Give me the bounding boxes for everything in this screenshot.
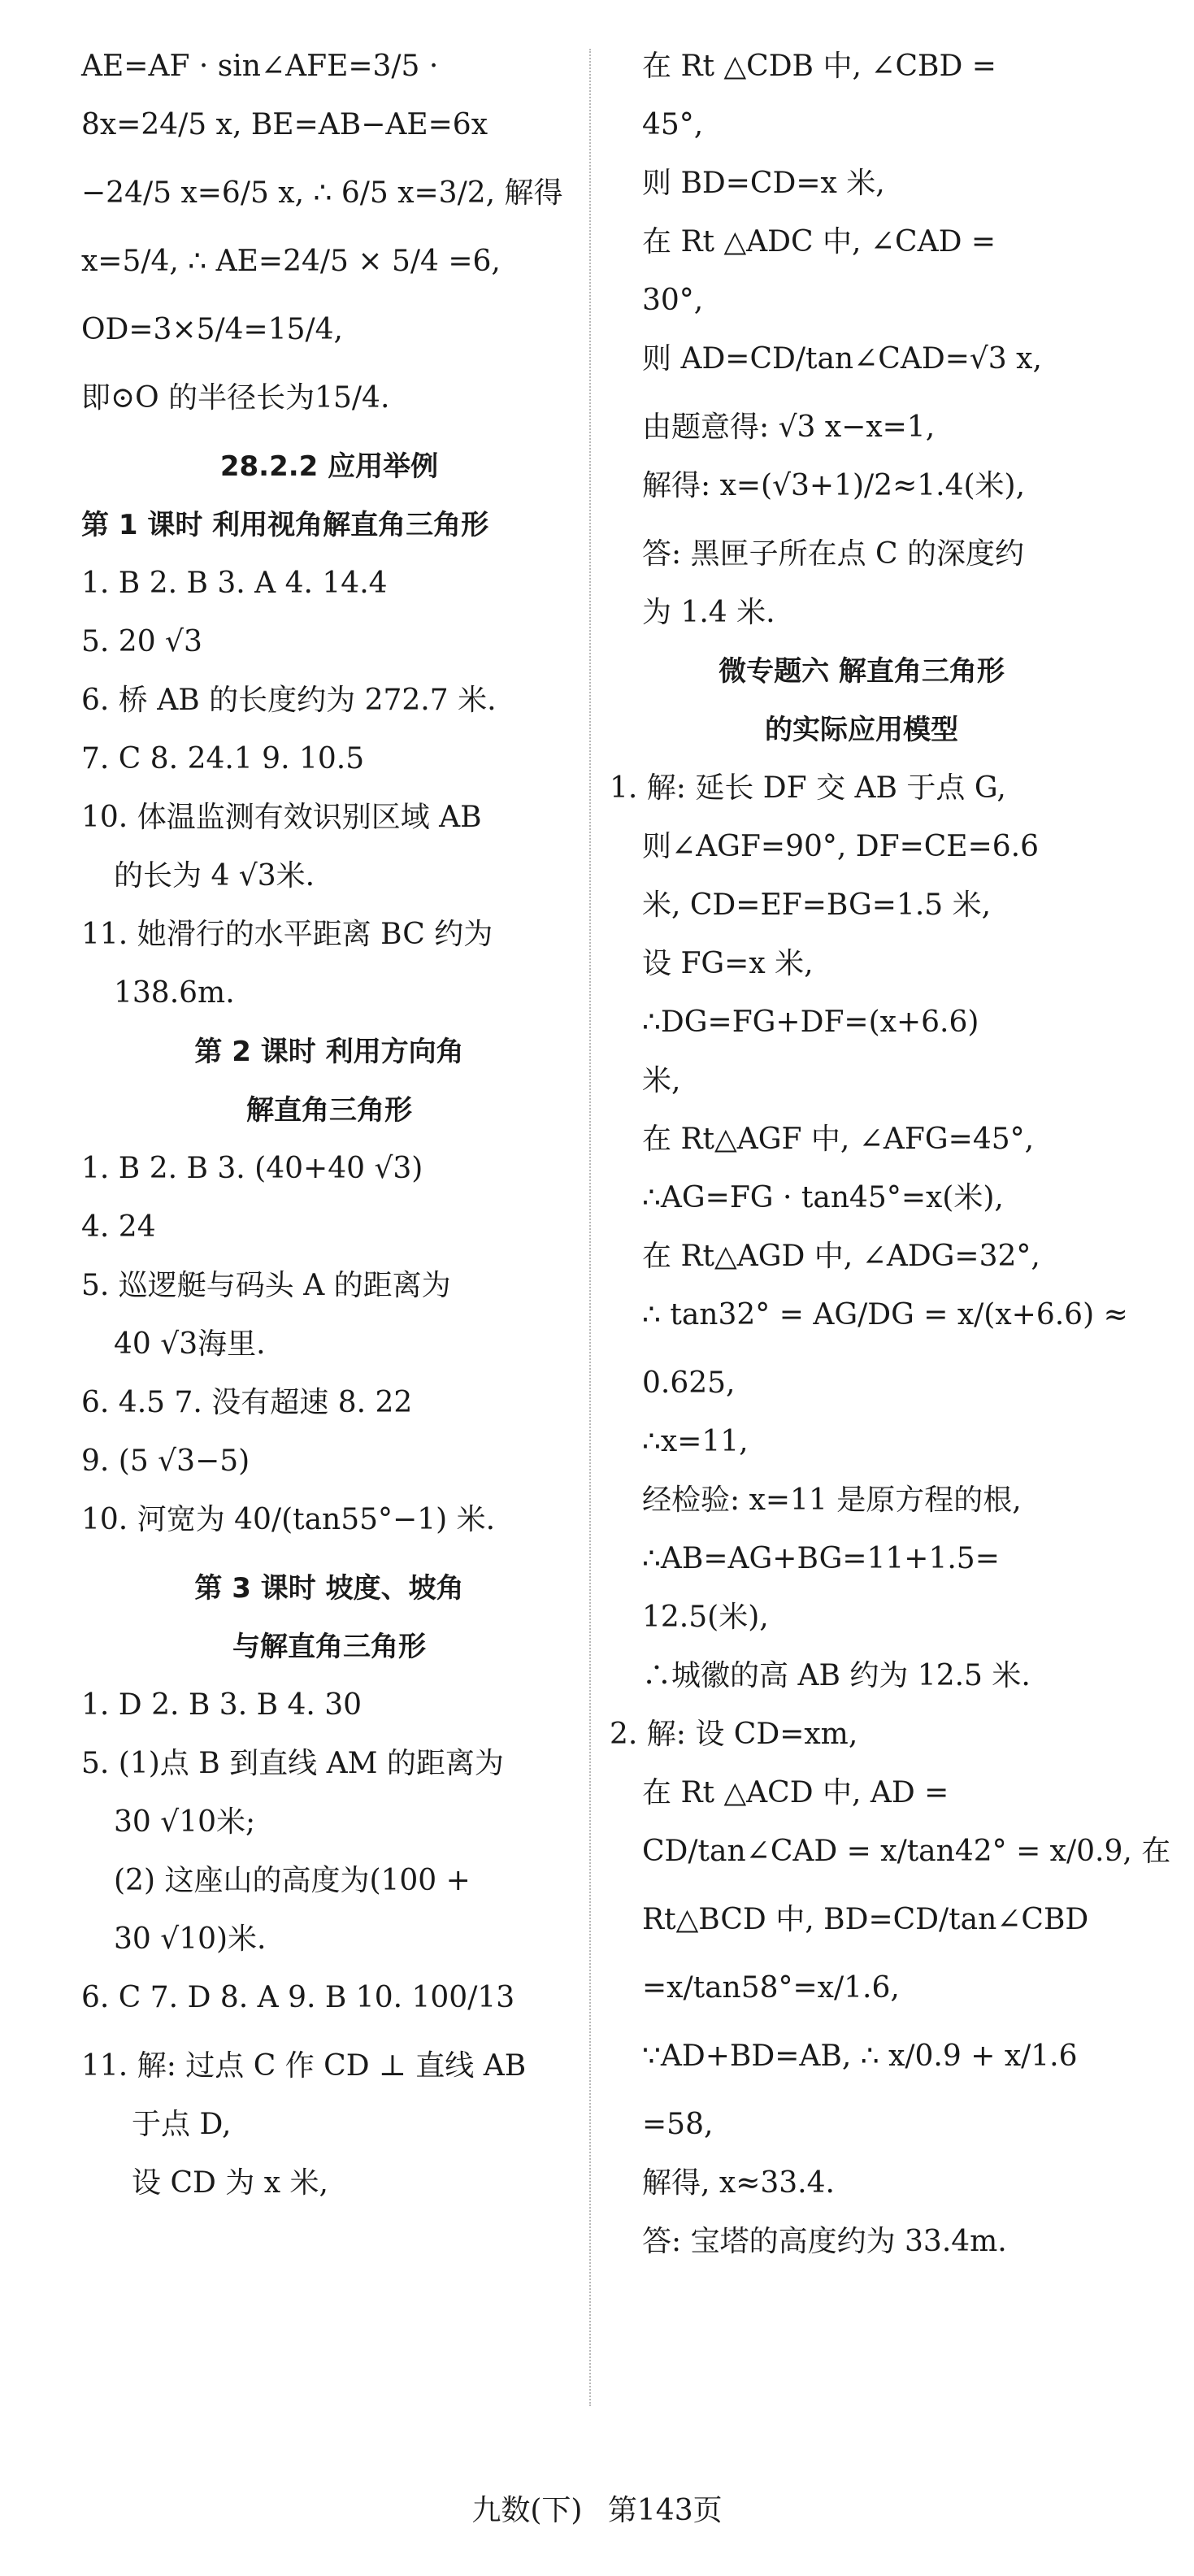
answer-line: 5. (1)点 B 到直线 AM 的距离为 [81, 1747, 504, 1780]
answer-line: 的长为 4 √3米. [114, 859, 315, 893]
column-divider [589, 49, 591, 2406]
text-line: −24/5 x=6/5 x, ∴ 6/5 x=3/2, 解得 [81, 176, 563, 210]
page-number: 第143页 [607, 2494, 723, 2527]
text-line: x=5/4, ∴ AE=24/5 × 5/4 =6, [81, 245, 501, 278]
text-line: 答: 宝塔的高度约为 33.4m. [642, 2225, 1007, 2258]
text-line: 则 AD=CD/tan∠CAD=√3 x, [642, 342, 1042, 376]
text-line: 则 BD=CD=x 米, [642, 167, 885, 200]
answer-line: 11. 她滑行的水平距离 BC 约为 [81, 918, 493, 951]
text-line: =x/tan58°=x/1.6, [642, 1971, 900, 2005]
text-line: 2. 解: 设 CD=xm, [610, 1718, 858, 1751]
lesson-heading: 第 2 课时 利用方向角 [194, 1036, 464, 1068]
answer-line: (2) 这座山的高度为(100 + [114, 1864, 471, 1897]
text-line: 即⊙O 的半径长为15/4. [81, 381, 390, 415]
text-line: 8x=24/5 x, BE=AB−AE=6x [81, 108, 488, 141]
answer-line: 5. 20 √3 [81, 625, 202, 658]
lesson-heading: 第 3 课时 坡度、坡角 [194, 1572, 464, 1605]
text-line: 30°, [642, 284, 704, 317]
answer-line: 30 √10)米. [114, 1922, 267, 1956]
text-line: 45°, [642, 108, 704, 141]
text-line: 米, [642, 1064, 681, 1097]
answer-line: 1. D 2. B 3. B 4. 30 [81, 1688, 363, 1722]
text-line: 解得, x≈33.4. [642, 2166, 835, 2200]
text-line: 米, CD=EF=BG=1.5 米, [642, 888, 992, 922]
text-line: ∴DG=FG+DF=(x+6.6) [642, 1006, 979, 1039]
text-line: 0.625, [642, 1366, 736, 1400]
text-line: Rt△BCD 中, BD=CD/tan∠CBD [642, 1903, 1089, 1936]
answer-line: 138.6m. [114, 976, 235, 1010]
text-line: 在 Rt△AGF 中, ∠AFG=45°, [642, 1123, 1035, 1156]
text-line: 在 Rt △ACD 中, AD = [642, 1776, 949, 1809]
text-line: ∴城徽的高 AB 约为 12.5 米. [642, 1659, 1031, 1692]
text-line: OD=3×5/4=15/4, [81, 313, 343, 346]
text-line: =58, [642, 2108, 714, 2141]
answer-line: 1. B 2. B 3. A 4. 14.4 [81, 567, 388, 600]
text-line: 在 Rt△AGD 中, ∠ADG=32°, [642, 1240, 1040, 1273]
text-line: 设 FG=x 米, [642, 947, 814, 980]
text-line: 为 1.4 米. [642, 596, 775, 629]
text-line: 1. 解: 延长 DF 交 AB 于点 G, [610, 771, 1006, 805]
answer-line: 7. C 8. 24.1 9. 10.5 [81, 742, 365, 775]
text-line: ∵AD+BD=AB, ∴ x/0.9 + x/1.6 [642, 2040, 1078, 2073]
text-line: 在 Rt △CDB 中, ∠CBD = [642, 50, 996, 83]
text-line: AE=AF · sin∠AFE=3/5 · [81, 50, 439, 83]
answer-line: 5. 巡逻艇与码头 A 的距离为 [81, 1269, 451, 1302]
answer-line: 9. (5 √3−5) [81, 1444, 250, 1478]
answer-line: 40 √3海里. [114, 1327, 266, 1361]
lesson-heading: 第 1 课时 利用视角解直角三角形 [81, 509, 489, 541]
text-line: 12.5(米), [642, 1601, 769, 1634]
text-line: 答: 黑匣子所在点 C 的深度约 [642, 537, 1025, 571]
text-line: ∴AB=AG+BG=11+1.5= [642, 1542, 1000, 1575]
lesson-heading: 与解直角三角形 [232, 1631, 426, 1663]
right-column [610, 49, 1171, 2283]
text-line: ∴x=11, [642, 1425, 749, 1458]
answer-line: 10. 河宽为 40/(tan55°−1) 米. [81, 1503, 496, 1536]
text-line: 经检验: x=11 是原方程的根, [642, 1483, 1022, 1517]
left-column [81, 49, 577, 2224]
answer-line: 4. 24 [81, 1210, 156, 1244]
text-line: 解得: x=(√3+1)/2≈1.4(米), [642, 469, 1026, 502]
answer-line: 30 √10米; [114, 1805, 256, 1839]
answer-line: 于点 D, [132, 2108, 232, 2141]
answer-line: 6. 4.5 7. 没有超速 8. 22 [81, 1386, 413, 1419]
answer-line: 设 CD 为 x 米, [132, 2166, 328, 2200]
text-line: 由题意得: √3 x−x=1, [642, 411, 936, 444]
text-line: 则∠AGF=90°, DF=CE=6.6 [642, 830, 1040, 863]
answer-line: 6. C 7. D 8. A 9. B 10. 100/13 [81, 1981, 515, 2014]
section-heading: 28.2.2 应用举例 [219, 450, 439, 483]
answer-line: 6. 桥 AB 的长度约为 272.7 米. [81, 684, 497, 717]
section-heading: 的实际应用模型 [765, 714, 958, 746]
answer-line: 11. 解: 过点 C 作 CD ⊥ 直线 AB [81, 2049, 527, 2083]
text-line: ∴ tan32° = AG/DG = x/(x+6.6) ≈ [642, 1298, 1128, 1331]
text-line: 在 Rt △ADC 中, ∠CAD = [642, 225, 996, 258]
book-label: 九数(下) [471, 2494, 583, 2527]
lesson-heading: 解直角三角形 [246, 1094, 412, 1127]
text-line: CD/tan∠CAD = x/tan42° = x/0.9, 在 [642, 1835, 1171, 1868]
answer-line: 1. B 2. B 3. (40+40 √3) [81, 1152, 423, 1185]
answer-line: 10. 体温监测有效识别区域 AB [81, 801, 482, 834]
section-heading: 微专题六 解直角三角形 [719, 655, 1005, 688]
page-footer [0, 2487, 1194, 2529]
text-line: ∴AG=FG · tan45°=x(米), [642, 1181, 1004, 1214]
